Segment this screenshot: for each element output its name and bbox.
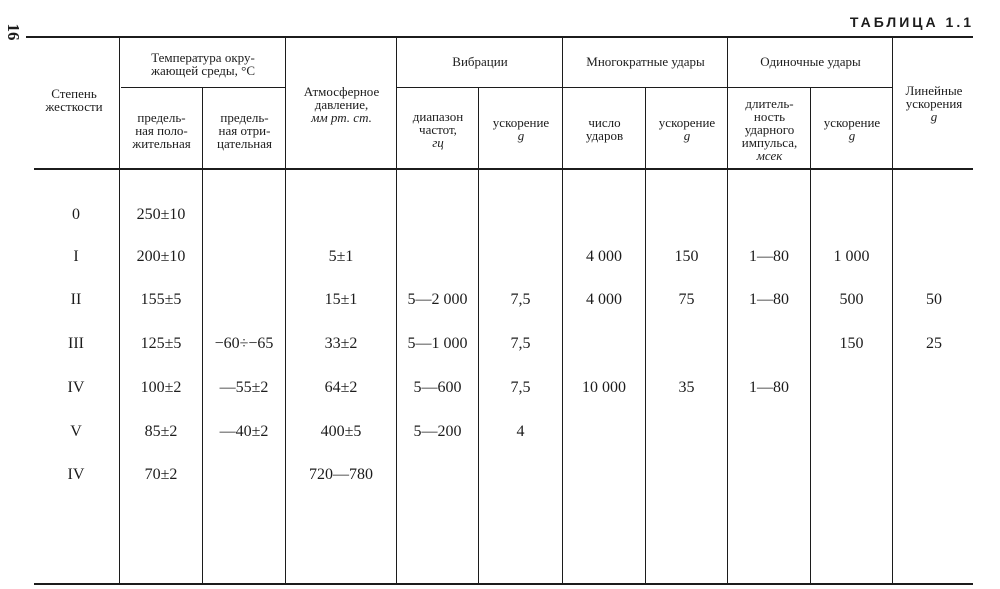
header-bottom-rule [34, 168, 973, 170]
group-rule-vibration [397, 87, 563, 88]
cell-vib-frequency: 5—2 000 [407, 291, 468, 308]
cell-shock-accel: 150 [674, 248, 699, 265]
header-linear-accel: Линейные ускорения g [905, 82, 963, 124]
header-single-duration-unit: мсек [756, 147, 783, 163]
cell-vib-frequency: 5—200 [413, 423, 462, 440]
cell-temp-positive: 250±10 [136, 206, 186, 223]
cell-temp-positive: 125±5 [140, 335, 182, 352]
cell-degree: IV [67, 466, 85, 483]
page-number: 16 [4, 23, 23, 41]
cell-temp-positive: 100±2 [140, 379, 182, 396]
cell-temp-negative: −60÷−65 [214, 335, 274, 352]
header-temperature-group: Температура окру- жающей среды, °С [150, 50, 256, 78]
header-pressure-unit: мм рт. ст. [311, 109, 372, 125]
cell-temp-negative: —55±2 [219, 379, 269, 396]
cell-temp-positive: 200±10 [136, 248, 186, 265]
header-multi-accel: ускорение g [658, 115, 716, 143]
cell-single-accel: 150 [839, 335, 864, 352]
cell-shock-accel: 35 [678, 379, 695, 396]
cell-pressure: 15±1 [324, 291, 358, 308]
header-single-duration: длитель- ность ударного импульса, мсек [741, 95, 798, 163]
cell-vib-accel: 7,5 [510, 335, 531, 352]
group-rule-temperature [121, 87, 286, 88]
header-temp-negative: предель- ная отри- цательная [217, 109, 272, 151]
cell-shock-count: 4 000 [586, 248, 622, 265]
cell-vib-accel: 7,5 [510, 291, 531, 308]
cell-temp-negative: —40±2 [219, 423, 269, 440]
cell-shock-accel: 75 [678, 291, 695, 308]
header-vibration-group: Вибрации [452, 53, 508, 69]
header-multi-shock-group: Многократные удары [586, 53, 705, 69]
header-vib-frequency: диапазон частот, гц [412, 108, 464, 150]
cell-degree: III [68, 335, 84, 352]
cell-vib-frequency: 5—1 000 [407, 335, 468, 352]
cell-single-accel: 1 000 [833, 248, 870, 265]
cell-pressure: 5±1 [328, 248, 354, 265]
cell-pressure: 400±5 [320, 423, 362, 440]
cell-single-duration: 1—80 [749, 379, 789, 396]
cell-pressure: 33±2 [324, 335, 358, 352]
cell-degree: II [70, 291, 82, 308]
header-multi-count: число ударов [585, 115, 624, 143]
cell-temp-positive: 70±2 [144, 466, 178, 483]
cell-degree: 0 [72, 206, 80, 223]
cell-linear-accel: 50 [926, 291, 942, 308]
header-vib-accel: ускорение g [492, 115, 550, 143]
cell-pressure: 720—780 [309, 466, 373, 483]
cell-shock-count: 10 000 [582, 379, 626, 396]
table-title: ТАБЛИЦА 1.1 [849, 14, 974, 30]
header-vib-accel-unit: g [517, 128, 525, 143]
cell-degree: V [70, 423, 82, 440]
cell-temp-positive: 85±2 [144, 423, 178, 440]
cell-linear-accel: 25 [926, 335, 942, 352]
header-single-accel-unit: g [848, 128, 856, 143]
header-multi-accel-unit: g [683, 128, 691, 143]
column-divider [645, 88, 646, 584]
cell-pressure: 64±2 [324, 379, 358, 396]
header-temp-positive: предель- ная поло- жительная [132, 109, 191, 151]
bottom-rule [34, 583, 973, 585]
cell-single-accel: 500 [839, 291, 864, 308]
header-degree: Степень жесткости [45, 86, 103, 114]
cell-single-duration: 1—80 [749, 248, 789, 265]
header-single-shock-group: Одиночные удары [760, 53, 861, 69]
cell-vib-accel: 4 [516, 423, 525, 440]
cell-vib-frequency: 5—600 [413, 379, 462, 396]
cell-degree: IV [67, 379, 85, 396]
cell-degree: I [73, 248, 79, 265]
top-rule [26, 36, 973, 38]
cell-single-duration: 1—80 [749, 291, 789, 308]
cell-temp-positive: 155±5 [140, 291, 182, 308]
cell-vib-accel: 7,5 [510, 379, 531, 396]
header-single-accel: ускорение g [823, 115, 881, 143]
header-linear-accel-unit: g [930, 108, 938, 124]
header-pressure: Атмосферное давление, мм рт. ст. [303, 83, 380, 125]
cell-shock-count: 4 000 [586, 291, 622, 308]
header-vib-frequency-unit: гц [432, 134, 444, 150]
